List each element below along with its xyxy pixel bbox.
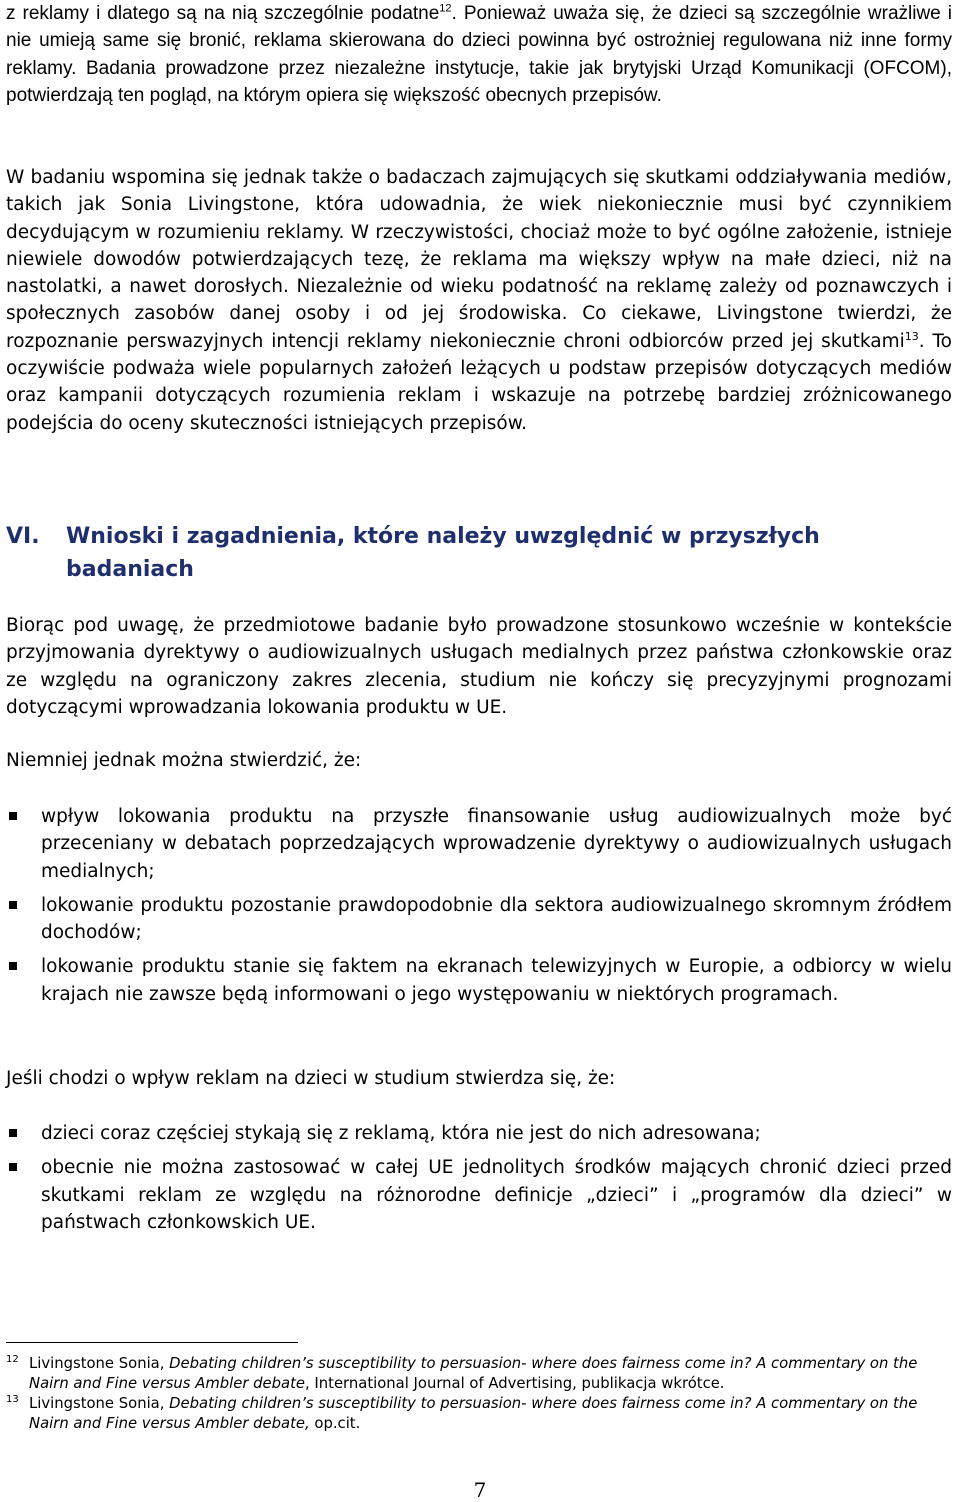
footnote-13 [6,1394,952,1434]
square-bullet-icon [9,812,17,820]
bullet-list-2 [6,1120,952,1236]
page-number: 7 [473,1478,487,1502]
paragraph-livingstone-text-1: W badaniu wspomina się jednak także o badaczach zajmujących się skutkami oddziaływania mediów, takich jak Sonia Livingstone, która udowadnia, że wiek niekoniecznie musi być czynnikiem decydującym w rozumieniu reklamy. W rzeczywistości, chociaż może to być ogólne założenie, istnieje niewiele dowodów potwierdzających tezę, że reklama ma większy wpływ na małe dzieci, niż na nastolatki, a nawet dorosłych. Niezależnie od wieku podatność na reklamę zależy od poznawczych i społecznych zasobów danej osoby i od jej środowiska. Co ciekawe, Livingstone twierdzi, że rozpoznanie perswazyjnych intencji reklamy niekoniecznie chroni odbiorców przed jej skutkami [6,167,952,352]
section-title-line2: badaniach [66,557,194,582]
list-item [6,1154,952,1236]
footnote-author: Livingstone Sonia, [29,1395,170,1412]
list-item [6,803,952,885]
footnote-separator [6,1342,298,1343]
paragraph-top [6,0,952,109]
footnote-rest: , International Journal of Advertising, publikacja wkrótce. [305,1375,725,1392]
lead-in-1: Niemniej jednak można stwierdzić, że: [6,750,362,771]
list-item-text: lokowanie produktu stanie się faktem na ekranach telewizyjnych w Europie, a odbiorcy w wielu krajach nie zawsze będą informowani o jego występowaniu w niektórych programach. [41,956,952,1005]
list-item-text: obecnie nie można zastosować w całej UE jednolitych środków mających chronić dzieci przed skutkami reklam ze względu na różnorodne definicje „dzieci” i „programów dla dzieci” w państwach członkowskich UE. [41,1157,952,1233]
footnote-text [6,1354,952,1394]
list-item [6,1120,952,1147]
footnote-number: 13 [6,1394,19,1405]
lead-in-2: Jeśli chodzi o wpływ reklam na dzieci w studium stwierdza się, że: [6,1068,616,1089]
bullet-list-1 [6,803,952,1008]
paragraph-top-text-2: . Ponieważ uważa się, że dzieci są szczególnie wrażliwe i nie umieją same się bronić, reklama skierowana do dzieci powinna być ostrożniej regulowana niż inne formy reklamy. Badania prowadzone przez niezależne instytucje, takie jak brytyjski Urząd Komunikacji (OFCOM), potwierdzają ten pogląd, na którym opiera się większość obecnych przepisów. [6,3,952,106]
footnote-12 [6,1354,952,1394]
footnote-title: Debating children’s susceptibility to persuasion- where does fairness come in? A commentary on the Nairn and Fine versus Ambler debate [29,1355,918,1392]
square-bullet-icon [9,962,17,970]
paragraph-top-text-1: z reklamy i dlatego są na nią szczególnie podatne [6,3,440,24]
footnote-text [6,1394,952,1434]
footnote-ref-12[interactable]: 12 [439,2,452,15]
list-item [6,892,952,947]
section-heading [6,520,952,586]
list-item-text: wpływ lokowania produktu na przyszłe finansowanie usług audiowizualnych może być przeceniany w debatach poprzedzających wprowadzenie dyrektywy o audiowizualnych usługach medialnych; [41,806,952,882]
footnote-title: Debating children’s susceptibility to persuasion- where does fairness come in? A commentary on the Nairn and Fine versus Ambler debate, [29,1395,918,1432]
footnote-author: Livingstone Sonia, [29,1355,170,1372]
paragraph-intro: Biorąc pod uwagę, że przedmiotowe badanie było prowadzone stosunkowo wcześnie w kontekście przyjmowania dyrektywy o audiowizualnych usługach medialnych przez państwa członkowskie oraz ze względu na ograniczony zakres zlecenia, studium nie kończy się precyzyjnymi prognozami dotyczącymi wprowadzania lokowania produktu w UE. [6,615,952,718]
footnote-rest: op.cit. [309,1415,361,1432]
list-item [6,953,952,1008]
square-bullet-icon [9,1163,17,1171]
list-item-text: lokowanie produktu pozostanie prawdopodobnie dla sektora audiowizualnego skromnym źródłem dochodów; [41,894,952,944]
footnote-ref-13[interactable]: 13 [904,329,919,343]
paragraph-livingstone-text-2: . To oczywiście podważa wiele popularnych założeń leżących u podstaw przepisów dotyczących mediów oraz kampanii dotyczących rozumienia reklam i wskazuje na potrzebę bardziej zróżnicowanego podejścia do oceny skuteczności istniejących przepisów. [6,330,952,434]
section-number: VI. [6,524,40,549]
square-bullet-icon [9,901,17,909]
square-bullet-icon [9,1129,17,1137]
list-item-text: dzieci coraz częściej stykają się z reklamą, która nie jest do nich adresowana; [41,1123,761,1144]
section-title-line1: Wnioski i zagadnienia, które należy uwzględnić w przyszłych [66,524,820,549]
footnote-number: 12 [6,1354,19,1365]
paragraph-livingstone [6,164,952,437]
